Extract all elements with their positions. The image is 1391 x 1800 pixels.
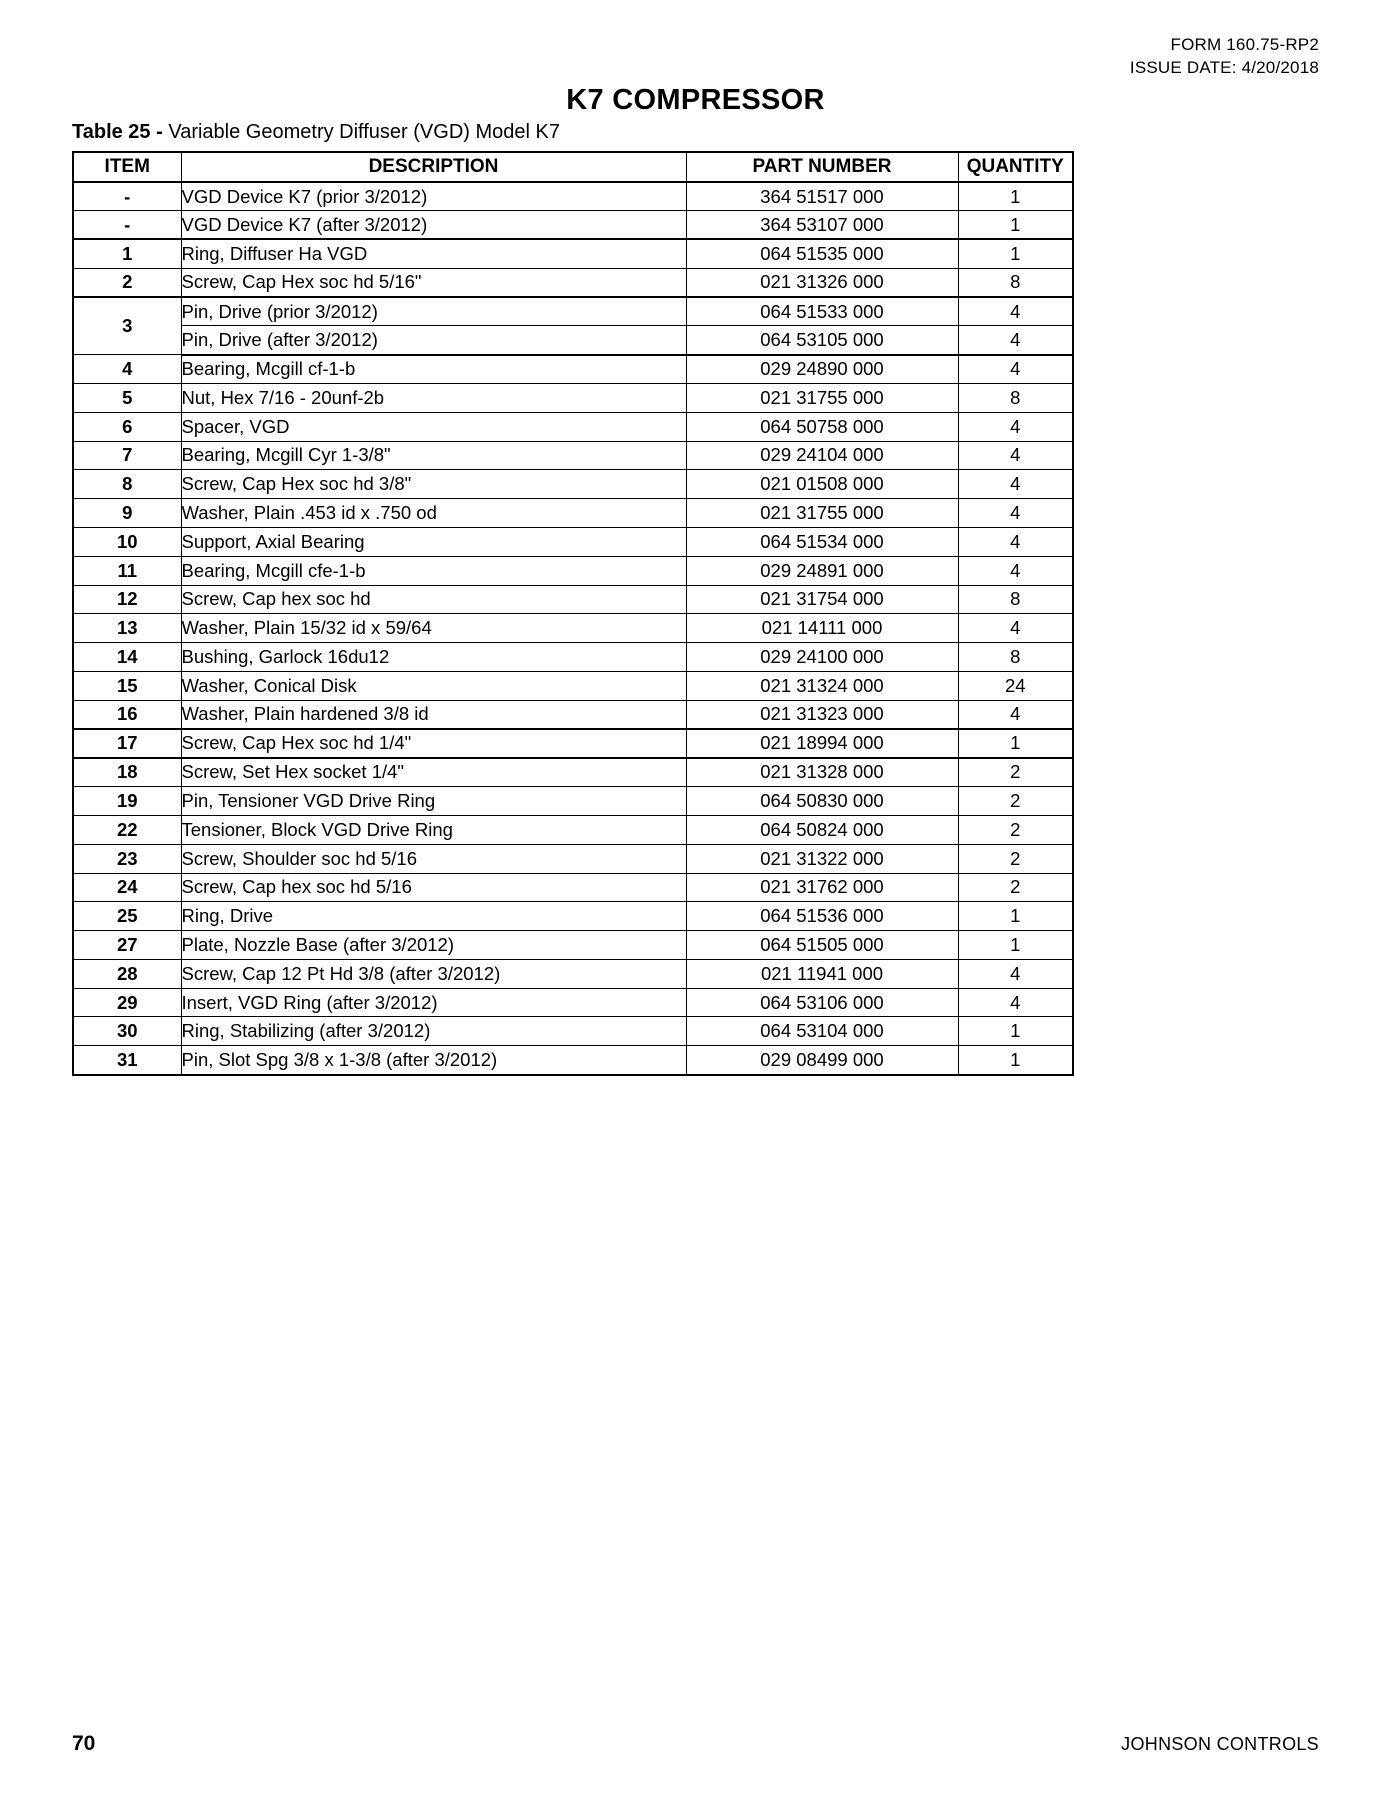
cell-part-number: 064 53105 000 xyxy=(686,326,958,355)
cell-item: 31 xyxy=(73,1046,181,1075)
cell-quantity: 4 xyxy=(958,700,1073,729)
cell-quantity: 2 xyxy=(958,844,1073,873)
table-row xyxy=(73,527,1073,556)
issue-date: ISSUE DATE: 4/20/2018 xyxy=(1129,57,1319,77)
cell-item: 17 xyxy=(73,729,181,758)
cell-description: Pin, Tensioner VGD Drive Ring xyxy=(181,787,686,816)
cell-description: Screw, Cap Hex soc hd 5/16" xyxy=(181,268,686,297)
cell-description: Support, Axial Bearing xyxy=(181,527,686,556)
cell-item: 30 xyxy=(73,1017,181,1046)
cell-quantity: 2 xyxy=(958,815,1073,844)
cell-description: Pin, Drive (after 3/2012) xyxy=(181,326,686,355)
table-row xyxy=(73,211,1073,240)
cell-item: 22 xyxy=(73,815,181,844)
cell-description: Screw, Cap Hex soc hd 1/4" xyxy=(181,729,686,758)
cell-part-number: 021 01508 000 xyxy=(686,470,958,499)
cell-quantity: 1 xyxy=(958,902,1073,931)
cell-part-number: 021 11941 000 xyxy=(686,959,958,988)
cell-quantity: 2 xyxy=(958,787,1073,816)
cell-part-number: 029 24100 000 xyxy=(686,643,958,672)
cell-part-number: 064 50758 000 xyxy=(686,412,958,441)
cell-part-number: 029 08499 000 xyxy=(686,1046,958,1075)
cell-quantity: 4 xyxy=(958,355,1073,384)
cell-item: 28 xyxy=(73,959,181,988)
cell-quantity: 1 xyxy=(958,931,1073,960)
cell-description: Pin, Drive (prior 3/2012) xyxy=(181,297,686,326)
cell-item: 16 xyxy=(73,700,181,729)
company-name: JOHNSON CONTROLS xyxy=(1121,1734,1319,1754)
cell-part-number: 021 31328 000 xyxy=(686,758,958,787)
table-row xyxy=(73,499,1073,528)
cell-quantity: 4 xyxy=(958,297,1073,326)
cell-quantity: 4 xyxy=(958,441,1073,470)
page-title: K7 COMPRESSOR xyxy=(566,83,825,116)
cell-description: Tensioner, Block VGD Drive Ring xyxy=(181,815,686,844)
table-row xyxy=(73,931,1073,960)
cell-quantity: 4 xyxy=(958,527,1073,556)
cell-description: Screw, Cap 12 Pt Hd 3/8 (after 3/2012) xyxy=(181,959,686,988)
cell-description: Screw, Set Hex socket 1/4" xyxy=(181,758,686,787)
cell-description: Bearing, Mcgill Cyr 1-3/8" xyxy=(181,441,686,470)
table-header-row xyxy=(73,152,1073,182)
cell-description: Bearing, Mcgill cf-1-b xyxy=(181,355,686,384)
cell-part-number: 029 24104 000 xyxy=(686,441,958,470)
cell-part-number: 021 31323 000 xyxy=(686,700,958,729)
cell-item: - xyxy=(73,211,181,240)
table-row xyxy=(73,614,1073,643)
table-row xyxy=(73,844,1073,873)
column-header-quantity: QUANTITY xyxy=(958,152,1073,182)
cell-quantity: 4 xyxy=(958,959,1073,988)
cell-item: 1 xyxy=(73,239,181,268)
cell-quantity: 4 xyxy=(958,326,1073,355)
cell-item: 29 xyxy=(73,988,181,1017)
cell-item: 7 xyxy=(73,441,181,470)
cell-description: Ring, Drive xyxy=(181,902,686,931)
table-row xyxy=(73,1046,1073,1075)
table-row xyxy=(73,441,1073,470)
cell-description: Screw, Shoulder soc hd 5/16 xyxy=(181,844,686,873)
parts-table-header xyxy=(73,152,1073,182)
cell-quantity: 1 xyxy=(958,1046,1073,1075)
cell-part-number: 364 53107 000 xyxy=(686,211,958,240)
cell-item: 5 xyxy=(73,383,181,412)
document-header xyxy=(72,34,1319,80)
cell-item: 12 xyxy=(73,585,181,614)
cell-description: Washer, Plain 15/32 id x 59/64 xyxy=(181,614,686,643)
cell-quantity: 1 xyxy=(958,211,1073,240)
cell-item: 13 xyxy=(73,614,181,643)
table-row xyxy=(73,585,1073,614)
cell-item: 18 xyxy=(73,758,181,787)
cell-quantity: 1 xyxy=(958,182,1073,211)
table-row xyxy=(73,355,1073,384)
cell-description: Insert, VGD Ring (after 3/2012) xyxy=(181,988,686,1017)
cell-description: Pin, Slot Spg 3/8 x 1-3/8 (after 3/2012) xyxy=(181,1046,686,1075)
cell-item: 24 xyxy=(73,873,181,902)
document-footer xyxy=(72,1732,1319,1756)
cell-quantity: 8 xyxy=(958,643,1073,672)
table-row xyxy=(73,182,1073,211)
cell-quantity: 4 xyxy=(958,499,1073,528)
column-header-item: ITEM xyxy=(73,152,181,182)
cell-item: 3 xyxy=(73,297,181,355)
cell-description: Screw, Cap hex soc hd xyxy=(181,585,686,614)
table-row xyxy=(73,758,1073,787)
cell-quantity: 4 xyxy=(958,556,1073,585)
cell-description: Bushing, Garlock 16du12 xyxy=(181,643,686,672)
cell-part-number: 064 51534 000 xyxy=(686,527,958,556)
table-row xyxy=(73,1017,1073,1046)
table-row xyxy=(73,239,1073,268)
column-header-part-number: PART NUMBER xyxy=(686,152,958,182)
table-row xyxy=(73,326,1073,355)
cell-part-number: 021 31755 000 xyxy=(686,383,958,412)
cell-part-number: 021 31755 000 xyxy=(686,499,958,528)
page-number: 70 xyxy=(72,1732,96,1755)
table-row xyxy=(73,643,1073,672)
cell-quantity: 8 xyxy=(958,383,1073,412)
table-row xyxy=(73,902,1073,931)
column-header-description: DESCRIPTION xyxy=(181,152,686,182)
cell-quantity: 4 xyxy=(958,614,1073,643)
cell-part-number: 021 14111 000 xyxy=(686,614,958,643)
cell-part-number: 064 51533 000 xyxy=(686,297,958,326)
cell-description: VGD Device K7 (after 3/2012) xyxy=(181,211,686,240)
cell-item: 11 xyxy=(73,556,181,585)
cell-description: Washer, Conical Disk xyxy=(181,671,686,700)
form-number: FORM 160.75-RP2 xyxy=(1170,35,1319,54)
table-row xyxy=(73,268,1073,297)
table-row xyxy=(73,470,1073,499)
cell-part-number: 021 31754 000 xyxy=(686,585,958,614)
cell-quantity: 1 xyxy=(958,729,1073,758)
cell-item: 8 xyxy=(73,470,181,499)
parts-table xyxy=(72,151,1074,1076)
cell-part-number: 029 24890 000 xyxy=(686,355,958,384)
cell-item: 23 xyxy=(73,844,181,873)
cell-part-number: 029 24891 000 xyxy=(686,556,958,585)
cell-quantity: 1 xyxy=(958,1017,1073,1046)
cell-part-number: 064 53106 000 xyxy=(686,988,958,1017)
table-row xyxy=(73,988,1073,1017)
cell-quantity: 1 xyxy=(958,239,1073,268)
cell-description: Ring, Diffuser Ha VGD xyxy=(181,239,686,268)
cell-part-number: 064 51536 000 xyxy=(686,902,958,931)
cell-part-number: 064 50830 000 xyxy=(686,787,958,816)
cell-item: 19 xyxy=(73,787,181,816)
cell-quantity: 2 xyxy=(958,873,1073,902)
cell-description: Washer, Plain .453 id x .750 od xyxy=(181,499,686,528)
cell-description: Washer, Plain hardened 3/8 id xyxy=(181,700,686,729)
cell-item: 15 xyxy=(73,671,181,700)
table-row xyxy=(73,815,1073,844)
cell-part-number: 364 51517 000 xyxy=(686,182,958,211)
cell-quantity: 4 xyxy=(958,412,1073,441)
parts-table-body xyxy=(73,182,1073,1075)
cell-quantity: 2 xyxy=(958,758,1073,787)
cell-item: - xyxy=(73,182,181,211)
cell-quantity: 4 xyxy=(958,988,1073,1017)
cell-description: VGD Device K7 (prior 3/2012) xyxy=(181,182,686,211)
table-caption-label: Table 25 - xyxy=(72,120,163,143)
table-row xyxy=(73,787,1073,816)
cell-part-number: 064 51505 000 xyxy=(686,931,958,960)
cell-item: 6 xyxy=(73,412,181,441)
cell-description: Screw, Cap hex soc hd 5/16 xyxy=(181,873,686,902)
cell-part-number: 021 31324 000 xyxy=(686,671,958,700)
cell-quantity: 8 xyxy=(958,268,1073,297)
cell-description: Bearing, Mcgill cfe-1-b xyxy=(181,556,686,585)
table-row xyxy=(73,671,1073,700)
cell-quantity: 4 xyxy=(958,470,1073,499)
cell-part-number: 021 31762 000 xyxy=(686,873,958,902)
cell-description: Nut, Hex 7/16 - 20unf-2b xyxy=(181,383,686,412)
table-row xyxy=(73,729,1073,758)
cell-item: 14 xyxy=(73,643,181,672)
cell-description: Screw, Cap Hex soc hd 3/8" xyxy=(181,470,686,499)
table-row xyxy=(73,873,1073,902)
cell-item: 2 xyxy=(73,268,181,297)
cell-part-number: 064 53104 000 xyxy=(686,1017,958,1046)
table-row xyxy=(73,297,1073,326)
cell-part-number: 021 31326 000 xyxy=(686,268,958,297)
cell-part-number: 064 50824 000 xyxy=(686,815,958,844)
cell-item: 9 xyxy=(73,499,181,528)
cell-description: Ring, Stabilizing (after 3/2012) xyxy=(181,1017,686,1046)
cell-item: 25 xyxy=(73,902,181,931)
table-row xyxy=(73,383,1073,412)
cell-description: Spacer, VGD xyxy=(181,412,686,441)
cell-item: 4 xyxy=(73,355,181,384)
table-caption xyxy=(72,121,1319,144)
cell-part-number: 021 18994 000 xyxy=(686,729,958,758)
table-row xyxy=(73,700,1073,729)
cell-description: Plate, Nozzle Base (after 3/2012) xyxy=(181,931,686,960)
cell-quantity: 8 xyxy=(958,585,1073,614)
table-row xyxy=(73,959,1073,988)
cell-part-number: 021 31322 000 xyxy=(686,844,958,873)
cell-item: 10 xyxy=(73,527,181,556)
table-row xyxy=(73,412,1073,441)
cell-part-number: 064 51535 000 xyxy=(686,239,958,268)
cell-item: 27 xyxy=(73,931,181,960)
table-row xyxy=(73,556,1073,585)
table-caption-text: Variable Geometry Diffuser (VGD) Model K7 xyxy=(168,120,560,143)
cell-quantity: 24 xyxy=(958,671,1073,700)
